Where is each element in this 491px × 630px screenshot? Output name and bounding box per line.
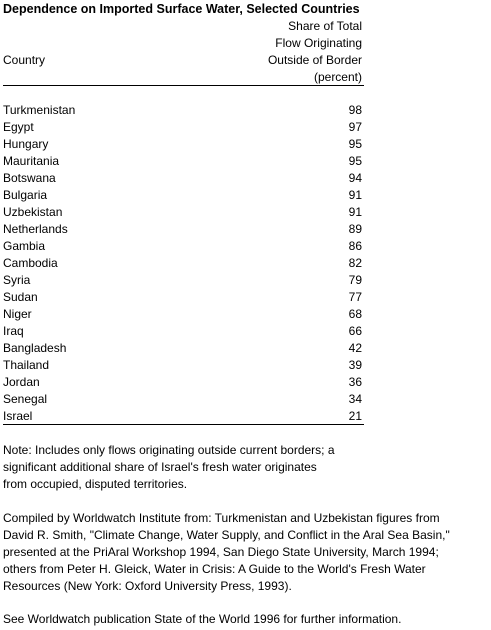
value-cell: 39 [348,358,362,372]
country-cell: Thailand [3,358,50,372]
value-cell: 66 [348,324,362,338]
country-cell: Israel [3,409,33,423]
country-cell: Bangladesh [3,341,67,355]
column-header-share-line: (percent) [313,70,362,84]
country-cell: Gambia [3,239,46,253]
country-cell: Sudan [3,290,38,304]
table-row [3,153,362,170]
source-line: presented at the PriAral Workshop 1994, San Diego State University, March 1994; [3,545,439,559]
country-cell: Senegal [3,392,48,406]
value-cell: 42 [348,341,362,355]
value-cell: 86 [348,239,362,253]
country-cell: Jordan [3,375,40,389]
value-cell: 77 [348,290,362,304]
value-cell: 89 [348,222,362,236]
table-row [3,170,362,187]
footnote-line: from occupied, disputed territories. [3,477,188,491]
table-row [3,391,362,408]
value-cell: 95 [348,137,362,151]
country-cell: Bulgaria [3,188,48,202]
table-row [3,306,362,323]
country-cell: Mauritania [3,154,60,168]
country-cell: Botswana [3,171,56,185]
country-cell: Niger [3,307,32,321]
source-line: Resources (New York: Oxford University Press, 1993). [3,579,292,593]
table-row [3,357,362,374]
country-cell: Iraq [3,324,24,338]
table-row [3,408,362,425]
table-row [3,272,362,289]
table-bottom-rule [3,424,364,425]
footnote [3,442,489,493]
source-line: David R. Smith, "Climate Change, Water Supply, and Conflict in the Aral Sea Basin," [3,528,450,542]
footnote-line: Note: Includes only flows originating outside current borders; a [3,443,335,457]
source-note [3,510,489,595]
column-header-share [230,18,362,86]
country-cell: Netherlands [3,222,68,236]
table-row [3,289,362,306]
value-cell: 21 [348,409,362,423]
country-cell: Cambodia [3,256,58,270]
country-cell: Hungary [3,137,49,151]
column-header-share-line: Flow Originating [275,36,362,50]
table-top-rule [3,85,364,86]
value-cell: 95 [348,154,362,168]
value-cell: 68 [348,307,362,321]
see-also-note [3,611,489,628]
table-row [3,102,362,119]
country-cell: Uzbekistan [3,205,63,219]
table-row [3,323,362,340]
source-line: others from Peter H. Gleick, Water in Crisis: A Guide to the World's Fresh Water [3,562,426,576]
country-cell: Syria [3,273,31,287]
country-cell: Turkmenistan [3,103,76,117]
country-cell: Egypt [3,120,34,134]
table-row [3,374,362,391]
see-also-line: See Worldwatch publication State of the World 1996 for further information. [3,612,402,626]
column-header-country: Country [3,53,46,67]
value-cell: 91 [348,205,362,219]
value-cell: 91 [348,188,362,202]
table-row [3,238,362,255]
value-cell: 82 [348,256,362,270]
table-row [3,187,362,204]
value-cell: 34 [348,392,362,406]
value-cell: 97 [348,120,362,134]
footnote-line: significant additional share of Israel's fresh water originates [3,460,317,474]
column-header-share-line: Outside of Border [267,53,362,67]
table-row [3,136,362,153]
table-row [3,204,362,221]
table-row [3,221,362,238]
table-row [3,119,362,136]
value-cell: 94 [348,171,362,185]
value-cell: 79 [348,273,362,287]
document-title: Dependence on Imported Surface Water, Selected Countries [3,2,360,16]
value-cell: 36 [348,375,362,389]
column-header-share-line: Share of Total [288,19,362,33]
source-line: Compiled by Worldwatch Institute from: Turkmenistan and Uzbekistan figures from [3,511,440,525]
value-cell: 98 [348,103,362,117]
table-row [3,340,362,357]
data-table [3,102,362,425]
table-row [3,255,362,272]
